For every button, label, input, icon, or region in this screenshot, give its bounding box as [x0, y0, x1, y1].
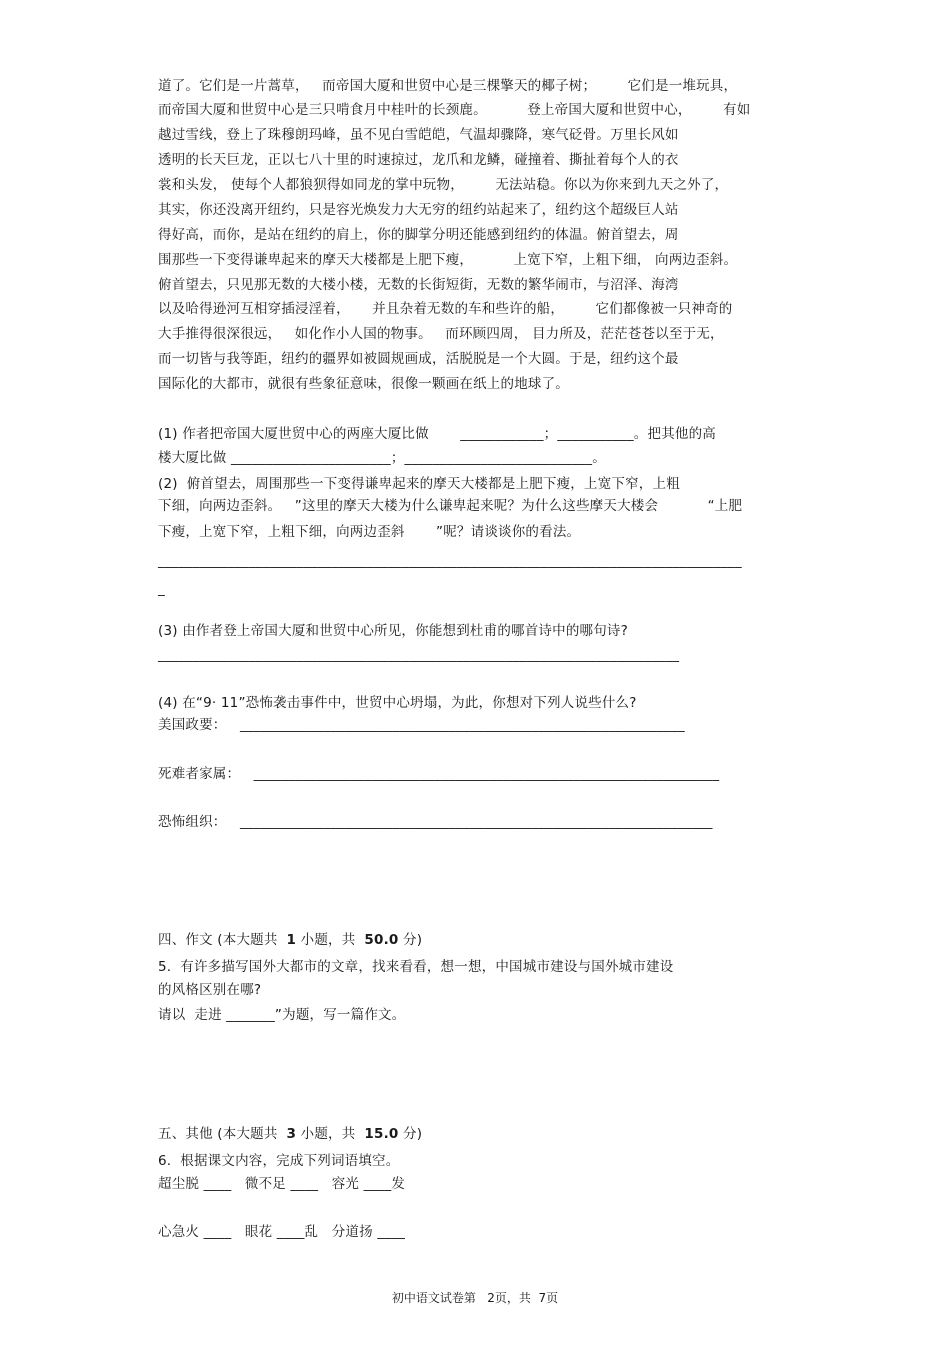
passage-line: 俯首望去，只见那无数的大楼小楼，无数的长街短街，无数的繁华闹市，与沼泽、海湾 [158, 277, 679, 293]
passage-line: 其实，你还没离开纽约，只是容光焕发力大无穷的纽约站起来了，纽约这个超级巨人站 [158, 202, 679, 218]
answer-us-officials: 美国政要： ________________________________________________________________ [158, 717, 685, 733]
question-5-line: 的风格区别在哪? [158, 982, 262, 998]
answer-blank: ___________________________________________________________________________ [158, 647, 680, 663]
section-4-title: 四、作文 (本大题共 1 小题，共 50.0 分) [158, 932, 423, 948]
question-6-line: 6. 根据课文内容，完成下列词语填空。 [158, 1153, 400, 1169]
question-5-line: 请以 走进 _______”为题，写一篇作文。 [158, 1007, 406, 1023]
answer-terror-groups: 恐怖组织： ____________________________________________________________________ [158, 814, 713, 830]
answer-blank: _ [158, 581, 165, 597]
answer-blank: ____________________________________________________________________________________ [158, 553, 742, 569]
passage-line: 而一切皆与我等距，纽约的疆界如被圆规画成，活脱脱是一个大圆。于是，纽约这个最 [158, 351, 679, 367]
question-6-line: 超尘脱 ____ 微不足 ____ 容光 ____发 [158, 1176, 406, 1192]
passage-line: 而帝国大厦和世贸中心是三只啃食月中桂叶的长颈鹿。 登上帝国大厦和世贸中心， 有如 [158, 102, 751, 118]
passage-line: 越过雪线，登上了珠穆朗玛峰，虽不见白雪皑皑，气温却骤降，寒气砭骨。万里长风如 [158, 127, 679, 143]
question-6-line: 心急火 ____ 眼花 ____乱 分道扬 ____ [158, 1224, 406, 1240]
passage-line: 国际化的大都市，就很有些象征意味，很像一颗画在纸上的地球了。 [158, 376, 569, 392]
passage-line: 得好高，而你，是站在纽约的肩上，你的脚掌分明还能感到纽约的体温。俯首望去，周 [158, 227, 679, 243]
passage-line: 大手推得很深很远， 如化作小人国的物事。 而环顾四周， 目力所及，茫茫苍苍以至于无， [158, 326, 724, 342]
question-4-line: (4) 在“9· 11”恐怖袭击事件中，世贸中心坍塌，为此，你想对下列人说些什么? [158, 695, 637, 711]
answer-victims-families: 死难者家属： ___________________________________________________________________ [158, 766, 720, 782]
passage-line: 道了。它们是一片蒿草， 而帝国大厦和世贸中心是三棵擎天的椰子树； 它们是一堆玩具， [158, 78, 738, 94]
question-2-line: 下细，向两边歪斜。 ”这里的摩天大楼为什么谦卑起来呢？为什么这些摩天大楼会 “上肥 [158, 498, 743, 514]
question-2-line: 下瘦，上宽下窄，上粗下细，向两边歪斜 ”呢？请谈谈你的看法。 [158, 524, 581, 540]
question-1-line: (1) 作者把帝国大厦世贸中心的两座大厦比做 ____________；___________。把其他的高 [158, 426, 717, 442]
passage-line: 裳和头发， 使每个人都狼狈得如同龙的掌中玩物， 无法站稳。你以为你来到九天之外了， [158, 177, 729, 193]
passage-line: 围那些一下变得谦卑起来的摩天大楼都是上肥下瘦， 上宽下窄，上粗下细， 向两边歪斜。 [158, 252, 738, 268]
question-3-line: (3) 由作者登上帝国大厦和世贸中心所见，你能想到杜甫的哪首诗中的哪句诗? [158, 623, 628, 639]
passage-line: 透明的长天巨龙，正以七八十里的时速掠过，龙爪和龙鳞，碰撞着、撕扯着每个人的衣 [158, 152, 679, 168]
page-footer: 初中语文试卷第 2页，共 7页 [391, 1291, 559, 1305]
question-1-line: 楼大厦比做 _______________________；___________________________。 [158, 450, 606, 466]
question-5-line: 5. 有许多描写国外大都市的文章，找来看看，想一想，中国城市建设与国外城市建设 [158, 959, 674, 975]
question-2-line: (2) 俯首望去，周围那些一下变得谦卑起来的摩天大楼都是上肥下瘦，上宽下窄，上粗 [158, 476, 680, 492]
section-5-title: 五、其他 (本大题共 3 小题，共 15.0 分) [158, 1126, 423, 1142]
passage-line: 以及哈得逊河互相穿插浸淫着， 并且杂着无数的车和些许的船， 它们都像被一只神奇的 [158, 301, 733, 317]
